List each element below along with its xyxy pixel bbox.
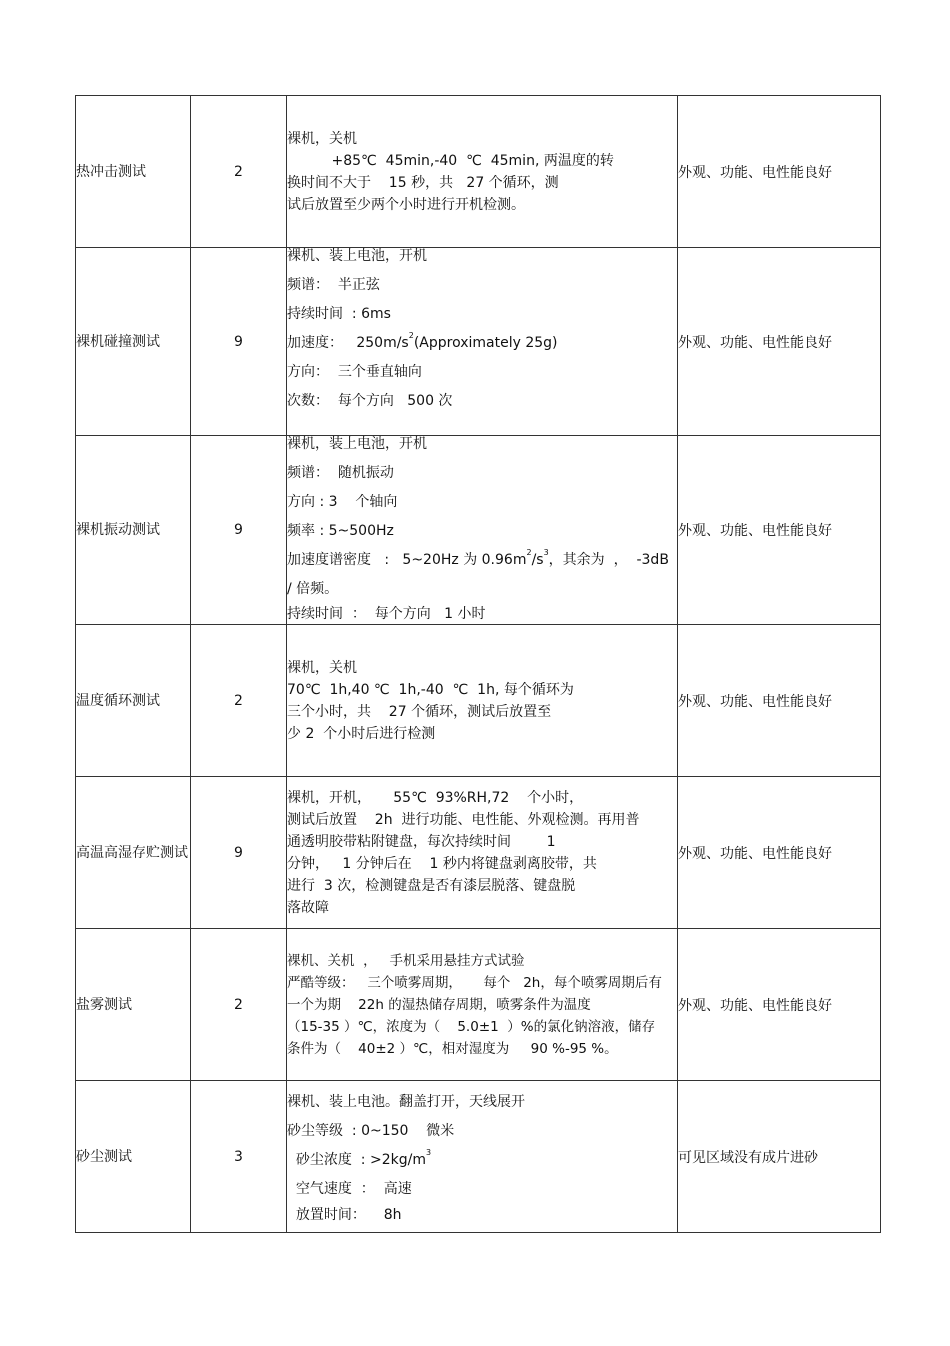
sample-qty-cell: 2 [191,96,287,248]
table-row [76,96,881,248]
pass-criteria-cell: 外观、功能、电性能良好 [678,248,881,436]
test-conditions-cell [287,248,678,436]
condition-line: 裸机、关机 ， 手机采用悬挂方式试验 [287,952,525,969]
condition-line: 空气速度 ： 高速 [287,1180,412,1197]
condition-line: 通透明胶带粘附键盘，每次持续时间 1 [287,833,556,850]
condition-line: 严酷等级： 三个喷雾周期， 每个 2h，每个喷雾周期后有 [287,974,662,991]
psd-rest: ，其余为 ， -3dB [548,552,669,568]
condition-line: 持续时间 ： 每个方向 1 小时 [287,606,486,622]
condition-line: 频谱： 随机振动 [287,465,394,481]
dust-density-label: 砂尘浓度 : >2kg/m [287,1151,426,1168]
condition-line: 70℃ 1h,40 ℃ 1h,-40 ℃ 1h, 每个循环为 [287,681,574,698]
condition-line: 一个为期 22h 的湿热储存周期，喷雾条件为温度 [287,996,591,1013]
condition-line: 测试后放置 2h 进行功能、电性能、外观检测。再用普 [287,811,640,828]
test-conditions-cell [287,929,678,1081]
condition-line: 条件为（ 40±2 ）℃，相对湿度为 90 %-95 %。 [287,1040,618,1057]
pass-criteria-cell: 外观、功能、电性能良好 [678,96,881,248]
condition-line [287,546,677,575]
pass-criteria-cell: 外观、功能、电性能良好 [678,777,881,929]
table-row [76,625,881,777]
test-conditions-cell [287,96,678,248]
test-conditions-cell [287,1081,678,1233]
condition-line: 频谱： 半正弦 [287,277,380,293]
condition-line: 裸机，开机， 55℃ 93%RH,72 个小时， [287,789,584,806]
condition-line: 裸机，关机 [287,659,357,676]
pass-criteria-cell: 外观、功能、电性能良好 [678,929,881,1081]
superscript: 3 [543,548,549,557]
table-row [76,777,881,929]
test-conditions-cell [287,436,678,625]
test-name-cell: 裸机碰撞测试 [76,248,191,436]
condition-line: 分钟， 1 分钟后在 1 秒内将键盘剥离胶带，共 [287,855,597,872]
condition-line: 方向： 三个垂直轴向 [287,364,422,380]
condition-line: （15-35 ）℃，浓度为（ 5.0±1 ）%的氯化钠溶液，储存 [287,1018,656,1035]
psd-label: 加速度谱密度 : 5~20Hz 为 0.96m [287,552,527,568]
condition-line: 三个小时，共 27 个循环，测试后放置至 [287,703,552,720]
sample-qty-cell: 9 [191,248,287,436]
pass-criteria-cell: 外观、功能、电性能良好 [678,436,881,625]
condition-line [287,329,677,358]
condition-line: 持续时间 : 6ms [287,306,391,322]
table-row [76,929,881,1081]
test-conditions-cell [287,777,678,929]
condition-line: 放置时间： 8h [287,1206,402,1223]
condition-line: +85℃ 45min,-40 ℃ 45min, 两温度的转 [287,152,614,169]
condition-line: / 倍频。 [287,581,339,597]
condition-line: 裸机，装上电池，开机 [287,436,427,452]
superscript: 3 [425,1147,432,1157]
condition-line: 落故障 [287,899,329,916]
test-conditions-cell [287,625,678,777]
psd-unit: /s [531,552,544,568]
condition-line: 裸机、装上电池，开机 [287,248,427,264]
condition-line [287,1146,677,1175]
condition-line: 进行 3 次，检测键盘是否有漆层脱落、键盘脱 [287,877,576,894]
table-row [76,1081,881,1233]
table-row [76,248,881,436]
condition-line: 频率 : 5~500Hz [287,523,394,539]
sample-qty-cell: 2 [191,929,287,1081]
condition-line: 裸机、装上电池。翻盖打开，天线展开 [287,1093,525,1110]
condition-line: 裸机，关机 [287,130,357,147]
condition-line: 方向 : 3 个轴向 [287,494,398,510]
superscript: 2 [408,331,414,340]
table-row [76,436,881,625]
condition-line: 少 2 个小时后进行检测 [287,725,436,742]
accel-approx: (Approximately 25g) [413,335,558,351]
condition-line: 砂尘等级 : 0~150 微米 [287,1122,455,1139]
test-name-cell: 盐雾测试 [76,929,191,1081]
sample-qty-cell: 9 [191,777,287,929]
test-name-cell: 温度循环测试 [76,625,191,777]
condition-line: 试后放置至少两个小时进行开机检测。 [287,196,525,213]
superscript: 2 [526,548,532,557]
environmental-test-table [75,95,881,1233]
condition-line: 次数： 每个方向 500 次 [287,393,453,409]
sample-qty-cell: 3 [191,1081,287,1233]
pass-criteria-cell: 外观、功能、电性能良好 [678,625,881,777]
pass-criteria-cell: 可见区域没有成片进砂 [678,1081,881,1233]
test-name-cell: 砂尘测试 [76,1081,191,1233]
sample-qty-cell: 2 [191,625,287,777]
test-name-cell: 高温高湿存贮测试 [76,777,191,929]
sample-qty-cell: 9 [191,436,287,625]
test-name-cell: 裸机振动测试 [76,436,191,625]
test-name-cell: 热冲击测试 [76,96,191,248]
accel-label: 加速度： 250m/s [287,335,409,351]
condition-line: 换时间不大于 15 秒，共 27 个循环，测 [287,174,559,191]
